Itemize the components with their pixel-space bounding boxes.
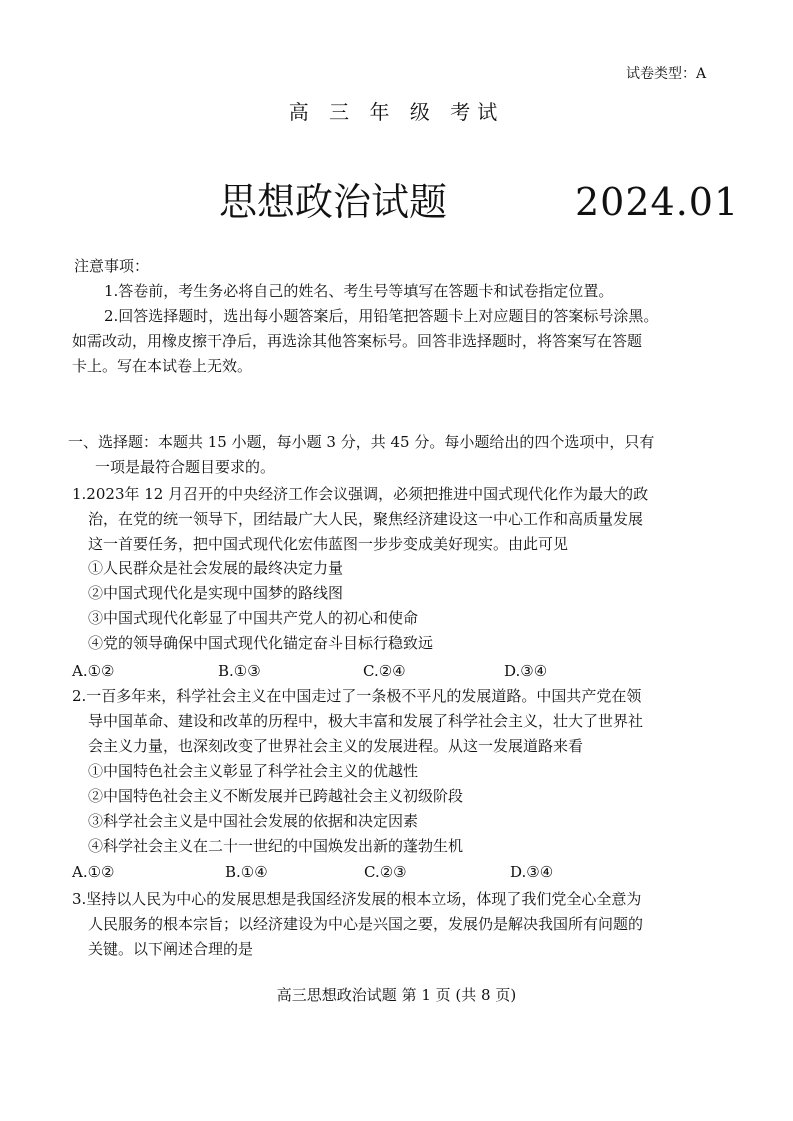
question-stem-line: 人民服务的根本宗旨；以经济建设为中心是兴国之要，发展仍是解决我国所有问题的 [88,915,644,933]
answer-option-c: C.②④ [363,662,406,680]
notice-line: 如需改动，用橡皮擦干净后，再选涂其他答案标号。回答非选择题时，将答案写在答题 [72,332,643,350]
question-stem-line: 关键。以下阐述合理的是 [88,940,254,958]
question-stem-line: 治，在党的统一领导下，团结最广大人民，聚焦经济建设这一中心工作和高质量发展 [88,510,644,528]
exam-title: 高 三 年 级 考试 [288,100,505,124]
question-statement: ④科学社会主义在二十一世纪的中国焕发出新的蓬勃生机 [88,837,464,855]
subject-title: 思想政治试题 [219,180,448,224]
answer-option-b: B.①③ [218,662,261,680]
question-stem-line: 1.2023年 12 月召开的中央经济工作会议强调，必须把推进中国式现代化作为最大的政 [72,485,649,503]
exam-date: 2024.01 [575,180,740,224]
notice-heading: 注意事项： [74,257,150,275]
question-stem-line: 3.坚持以人民为中心的发展思想是我国经济发展的根本立场，体现了我们党全心全意为 [72,890,642,908]
page-footer: 高三思想政治试题 第 1 页 (共 8 页) [276,986,517,1004]
question-statement: ②中国特色社会主义不断发展并已跨越社会主义初级阶段 [88,787,464,805]
answer-option-a: A.①② [72,662,115,680]
question-statement: ③科学社会主义是中国社会发展的依据和决定因素 [88,812,419,830]
question-statement: ③中国式现代化彰显了中国共产党人的初心和使命 [88,609,419,627]
question-statement: ①中国特色社会主义彰显了科学社会主义的优越性 [88,762,419,780]
question-statement: ①人民群众是社会发展的最终决定力量 [88,559,344,577]
question-stem-line: 导中国革命、建设和改革的历程中，极大丰富和发展了科学社会主义，壮大了世界社 [88,712,644,730]
question-stem-line: 这一首要任务，把中国式现代化宏伟蓝图一步步变成美好现实。由此可见 [88,535,569,553]
notice-line: 2.回答选择题时，选出每小题答案后，用铅笔把答题卡上对应题目的答案标号涂黑。 [104,307,659,325]
answer-option-d: D.③④ [504,662,548,680]
answer-option-b: B.①④ [225,863,268,881]
answer-option-c: C.②③ [364,863,407,881]
question-statement: ②中国式现代化是实现中国梦的路线图 [88,584,344,602]
answer-option-d: D.③④ [510,863,554,881]
answer-option-a: A.①② [72,863,115,881]
paper-type-label: 试卷类型：A [626,66,707,82]
section-heading-line: 一项是最符合题目要求的。 [95,458,276,476]
question-stem-line: 会主义力量，也深刻改变了世界社会主义的发展进程。从这一发展道路来看 [88,737,584,755]
question-stem-line: 2.一百多年来，科学社会主义在中国走过了一条极不平凡的发展道路。中国共产党在领 [72,687,642,705]
section-heading-line: 一、选择题：本题共 15 小题，每小题 3 分，共 45 分。每小题给出的四个选项中，只有 [68,433,655,451]
notice-line: 卡上。写在本试卷上无效。 [72,357,253,375]
question-statement: ④党的领导确保中国式现代化锚定奋斗目标行稳致远 [88,634,434,652]
notice-line: 1.答卷前，考生务必将自己的姓名、考生号等填写在答题卡和试卷指定位置。 [104,282,614,300]
